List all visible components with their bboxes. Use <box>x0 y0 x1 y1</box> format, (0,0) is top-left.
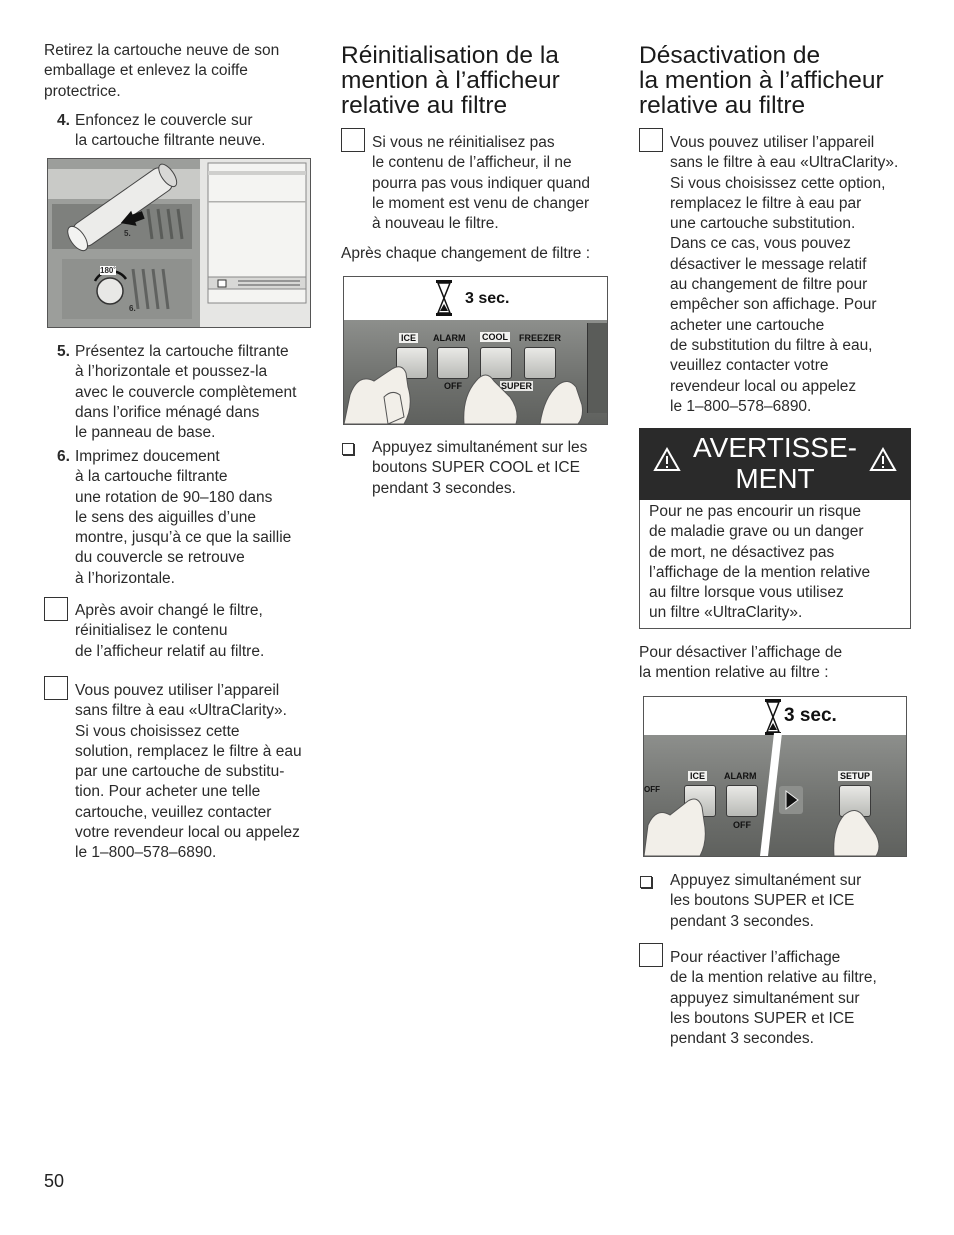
disable-intro-text: Pour désactiver l’affichage de la mention relative au filtre : <box>639 644 843 682</box>
note-reactivate: Pour réactiver l’affichage de la mention relative au filtre, appuyez simultanément sur les boutons SUPER et ICE pendant 3 secondes. <box>670 949 877 1048</box>
checkbox-bullet-icon <box>342 443 354 455</box>
warning-triangle-icon <box>869 447 897 472</box>
note-box-icon <box>639 943 663 967</box>
figure-label-step5: 5. <box>124 229 131 238</box>
warning-body <box>639 500 911 629</box>
warning-text: Pour ne pas encourir un risque de maladie grave ou un danger de mort, ne désactivez pas l’affichage de la mention relative au filtre lorsque vous utilisez un filtre «UltraClarity». <box>649 503 871 622</box>
control-panel-figure-disable <box>643 696 907 857</box>
note-disable-option: Vous pouvez utiliser l’appareil sans le filtre à eau «UltraClarity». Si vous choisissez cette option, remplacez le filtre à eau par une cartouche substitution. Dans ce cas, vous pouvez désactiver le message relatif au changement de filtre pour empêcher son affichage. Pour acheter une cartouche de substitution du filtre à eau, veuillez contacter votre revendeur local ou appelez le 1–800–578–6890. <box>670 134 899 415</box>
step-number-6: 6. <box>57 448 70 465</box>
section-title-reset: Réinitialisation de la mention à l’afficheur relative au filtre <box>341 42 560 119</box>
note-reset-warning: Si vous ne réinitialisez pas le contenu de l’afficheur, il ne pourra pas vous indiquer quand le moment est venu de changer à nouveau le filtre. <box>372 134 591 233</box>
note-box-icon <box>341 128 365 152</box>
note-reset-display: Après avoir changé le filtre, réinitialisez le contenu de l’afficheur relatif au filtre. <box>75 602 265 660</box>
ice-label: ICE <box>401 333 417 343</box>
ice-label: ICE <box>690 771 706 781</box>
freezer-label: FREEZER <box>519 333 562 343</box>
disable-instruction: Appuyez simultanément sur les boutons SUPER et ICE pendant 3 secondes. <box>670 872 862 930</box>
section-title-disable: Désactivation de la mention à l’afficheur relative au filtre <box>639 42 884 119</box>
timer-label: 3 sec. <box>784 705 837 726</box>
hands-pressing-illustration <box>644 697 906 856</box>
step-number-4: 4. <box>57 112 70 129</box>
checkbox-bullet-icon <box>640 876 652 888</box>
note-box-icon <box>44 676 68 700</box>
figure-label-angle: 180˚ <box>100 266 117 275</box>
step-6-text: Imprimez doucement à la cartouche filtrante une rotation de 90–180 dans le sens des aiguilles d’une montre, jusqu’à ce que la saillie du couvercle se retrouve à l’horizontale. <box>75 448 292 587</box>
control-panel-figure-reset <box>343 276 608 425</box>
step-4-text: Enfoncez le couvercle sur la cartouche filtrante neuve. <box>75 112 266 150</box>
warning-title: AVERTISSE- MENT <box>693 432 857 494</box>
setup-label: SETUP <box>840 771 871 781</box>
after-filter-change-text: Après chaque changement de filtre : <box>341 245 591 262</box>
warning-header <box>639 428 911 500</box>
figure-label-step6: 6. <box>129 304 136 313</box>
step-5-text: Présentez la cartouche filtrante à l’horizontale et poussez-la avec le couvercle complètement dans l’orifice ménagé dans le panneau de base. <box>75 343 297 442</box>
note-box-icon <box>44 597 68 621</box>
intro-paragraph: Retirez la cartouche neuve de son emballage et enlevez la coiffe protectrice. <box>44 42 280 100</box>
note-box-icon <box>639 128 663 152</box>
filter-installation-illustration <box>48 159 310 327</box>
off-label: OFF <box>644 785 660 794</box>
alarm-label: ALARM <box>433 333 466 343</box>
timer-label: 3 sec. <box>465 290 510 307</box>
off-label: OFF <box>733 820 751 830</box>
filter-installation-figure <box>47 158 311 328</box>
step-number-5: 5. <box>57 343 70 360</box>
hands-pressing-illustration <box>344 277 607 424</box>
super-label: SUPER <box>501 381 533 391</box>
page-number: 50 <box>44 1171 65 1191</box>
note-no-filter: Vous pouvez utiliser l’appareil sans filtre à eau «UltraClarity». Si vous choisissez cette solution, remplacez le filtre à eau par une cartouche de substitu- tion. Pour acheter une telle cartouche, veuillez contacter votre revendeur local ou appelez le 1–800–578–6890. <box>75 682 302 862</box>
alarm-label: ALARM <box>724 771 757 781</box>
reset-instruction: Appuyez simultanément sur les boutons SUPER COOL et ICE pendant 3 secondes. <box>372 439 588 497</box>
cool-label: COOL <box>482 332 508 342</box>
off-label: OFF <box>444 381 462 391</box>
